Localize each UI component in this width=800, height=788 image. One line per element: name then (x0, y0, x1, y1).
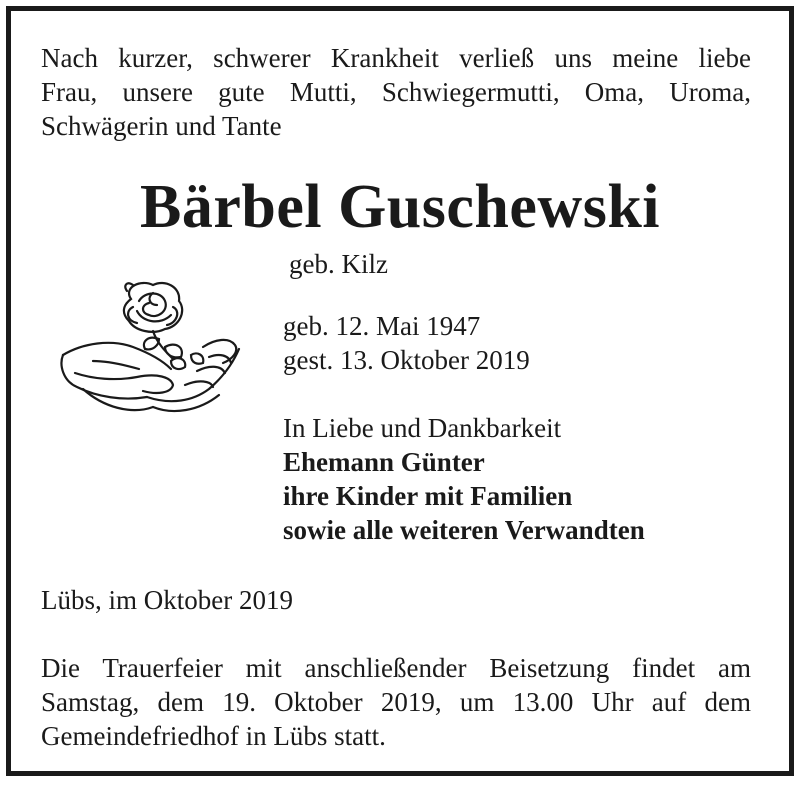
mourner-line: sowie alle weiteren Verwandten (283, 515, 645, 545)
place-and-date: Lübs, im Oktober 2019 (41, 585, 293, 615)
funeral-line: Samstag, dem 19. Oktober 2019, um 13.00 Uhr auf dem (41, 687, 751, 717)
funeral-line: Die Trauerfeier mit anschließender Beisetzung findet am (41, 653, 751, 683)
mourners-intro: In Liebe und Dankbarkeit (283, 413, 562, 443)
rose-in-hands-icon (53, 277, 249, 427)
birth-date: geb. 12. Mai 1947 (283, 311, 481, 341)
death-date: gest. 13. Oktober 2019 (283, 345, 530, 375)
intro-line: Nach kurzer, schwerer Krankheit verließ uns meine liebe (41, 43, 751, 73)
life-dates (283, 309, 530, 377)
funeral-line: Gemeindefriedhof in Lübs statt. (41, 721, 386, 751)
mourner-line: ihre Kinder mit Familien (283, 481, 573, 511)
deceased-name: Bärbel Guschewski (139, 173, 661, 241)
intro-line: Frau, unsere gute Mutti, Schwiegermutti, Oma, Uroma, (41, 77, 751, 107)
funeral-info (41, 651, 751, 753)
intro-line: Schwägerin und Tante (41, 111, 282, 141)
maiden-name: geb. Kilz (289, 249, 388, 279)
obituary-notice (6, 6, 794, 776)
mourners-block (283, 411, 645, 547)
intro-text (41, 41, 751, 143)
mourner-line: Ehemann Günter (283, 447, 485, 477)
